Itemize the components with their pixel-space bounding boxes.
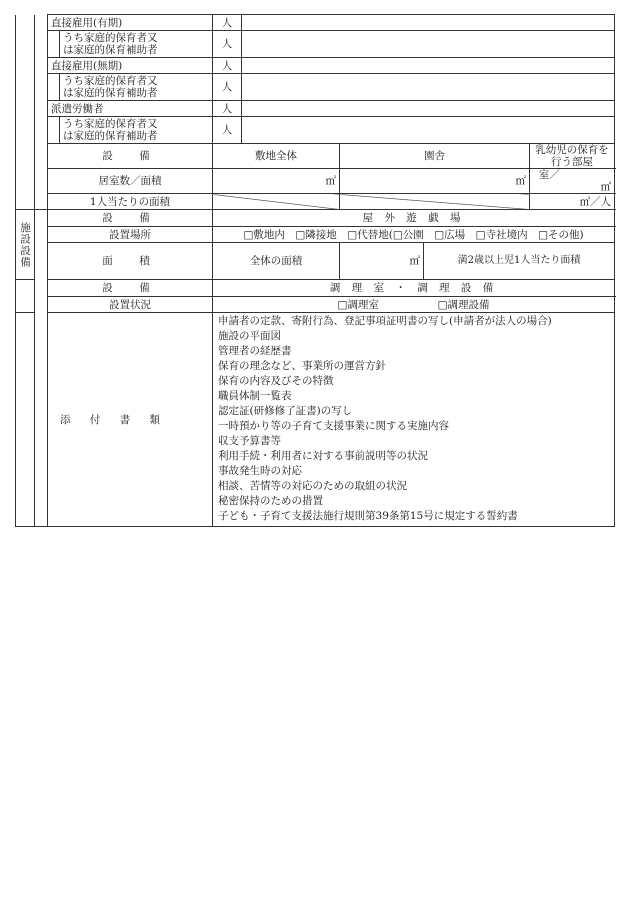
over2-area-label: 満2歳以上児1人当たり面積 [424,243,615,280]
attachment-item: 申請者の定款、寄附行為、登記事項証明書の写し(申請者が法人の場合) [218,315,552,327]
facility-section-text: 施設設備 [19,221,31,268]
dispatched-notes[interactable] [242,101,615,117]
direct-fixed-label: 直接雇用(有期) [48,15,213,31]
attachments-list [213,313,615,527]
kitchen-title: 調 理 室 ・ 調 理 設 備 [213,280,615,297]
attachment-items [218,314,609,524]
home-caregiver-unit-3: 人 [213,117,242,144]
attachment-item: 管理者の経歴書 [218,345,292,357]
direct-indefinite-unit: 人 [213,58,242,74]
indent-cell [35,15,48,210]
kitchen-equipment-option[interactable]: □調理設備 [437,298,490,311]
childroom-rooms-area[interactable] [530,169,615,194]
caregiver-line-1: うち家庭的保育者又 [63,118,158,130]
home-caregiver-label-2 [60,74,213,101]
direct-fixed-unit: 人 [213,15,242,31]
attachment-item: 保育の内容及びその特徴 [218,375,334,387]
room-sqm-unit: ㎡ [600,181,612,193]
attachment-item: 収支予算書等 [218,435,282,447]
attachment-item: 保育の理念など、事業所の運営方針 [218,360,387,372]
childroom-per-person[interactable]: ㎡／人 [530,194,615,210]
building-area-unit[interactable]: ㎡ [340,169,530,194]
status-label: 設置状況 [48,297,213,313]
equipment-header-3: 設 備 [48,280,213,297]
caregiver-line-1: うち家庭的保育者又 [63,75,158,87]
location-label: 設置場所 [48,227,213,243]
building-per-person-na [340,194,530,210]
home-caregiver-unit-2: 人 [213,74,242,101]
caregiver-line-2: は家庭的保育補助者 [63,87,158,99]
caregiver-line-2: は家庭的保育補助者 [63,44,158,56]
home-caregiver-label-3 [60,117,213,144]
sub-indent [48,31,60,58]
form-table [15,14,615,527]
left-margin-cell [16,15,35,210]
total-area-value[interactable]: ㎡ [340,243,424,280]
equipment-header-2: 設 備 [48,210,213,227]
direct-fixed-notes[interactable] [242,15,615,31]
dispatched-label: 派遣労働者 [48,101,213,117]
attachments-label: 添 付 書 類 [16,313,213,527]
sub-indent [48,117,60,144]
location-options[interactable]: □敷地内 □隣接地 □代替地(□公園 □広場 □寺社境内 □その他) [213,227,615,243]
attachment-item: 職員体制一覧表 [218,390,292,402]
col-building-header: 園舎 [340,144,530,169]
facility-section-label [16,210,35,280]
home-caregiver-label-1 [60,31,213,58]
home-caregiver-notes-2[interactable] [242,74,615,101]
home-caregiver-notes-3[interactable] [242,117,615,144]
direct-indefinite-label: 直接雇用(無期) [48,58,213,74]
attachment-item: 利用手続・利用者に対する事前説明等の状況 [218,450,429,462]
kitchen-status-options[interactable] [213,297,615,313]
site-area-unit[interactable]: ㎡ [213,169,340,194]
area-label: 面 積 [48,243,213,280]
sub-indent [48,74,60,101]
attachment-item: 子ども・子育て支援法施行規則第39条第15号に規定する誓約書 [218,510,518,522]
caregiver-line-2: は家庭的保育補助者 [63,130,158,142]
attachment-item: 認定証(研修修了証書)の写し [218,405,353,417]
direct-indefinite-notes[interactable] [242,58,615,74]
left-margin-cont [16,280,35,297]
col-site-header: 敷地全体 [213,144,340,169]
home-caregiver-unit-1: 人 [213,31,242,58]
attachment-item: 事故発生時の対応 [218,465,303,477]
rooms-area-label: 居室数／面積 [48,169,213,194]
attachment-item: 秘密保持のための措置 [218,495,324,507]
col-childroom-header: 乳幼児の保育を行う部屋 [530,144,615,169]
attachment-item: 相談、苦情等の対応のための取組の状況 [218,480,408,492]
kitchen-room-option[interactable]: □調理室 [337,298,379,311]
room-unit: 室／ [538,169,560,181]
caregiver-line-1: うち家庭的保育者又 [63,32,158,44]
per-person-area-label: 1人当たりの面積 [48,194,213,210]
attachment-item: 一時預かり等の子育て支援事業に関する実施内容 [218,420,450,432]
home-caregiver-notes-1[interactable] [242,31,615,58]
equipment-header-1: 設 備 [48,144,213,169]
attachment-item: 施設の平面図 [218,330,282,342]
site-per-person-na [213,194,340,210]
total-area-label: 全体の面積 [213,243,340,280]
dispatched-unit: 人 [213,101,242,117]
left-margin-cont [16,297,35,313]
outdoor-play-title: 屋 外 遊 戯 場 [213,210,615,227]
